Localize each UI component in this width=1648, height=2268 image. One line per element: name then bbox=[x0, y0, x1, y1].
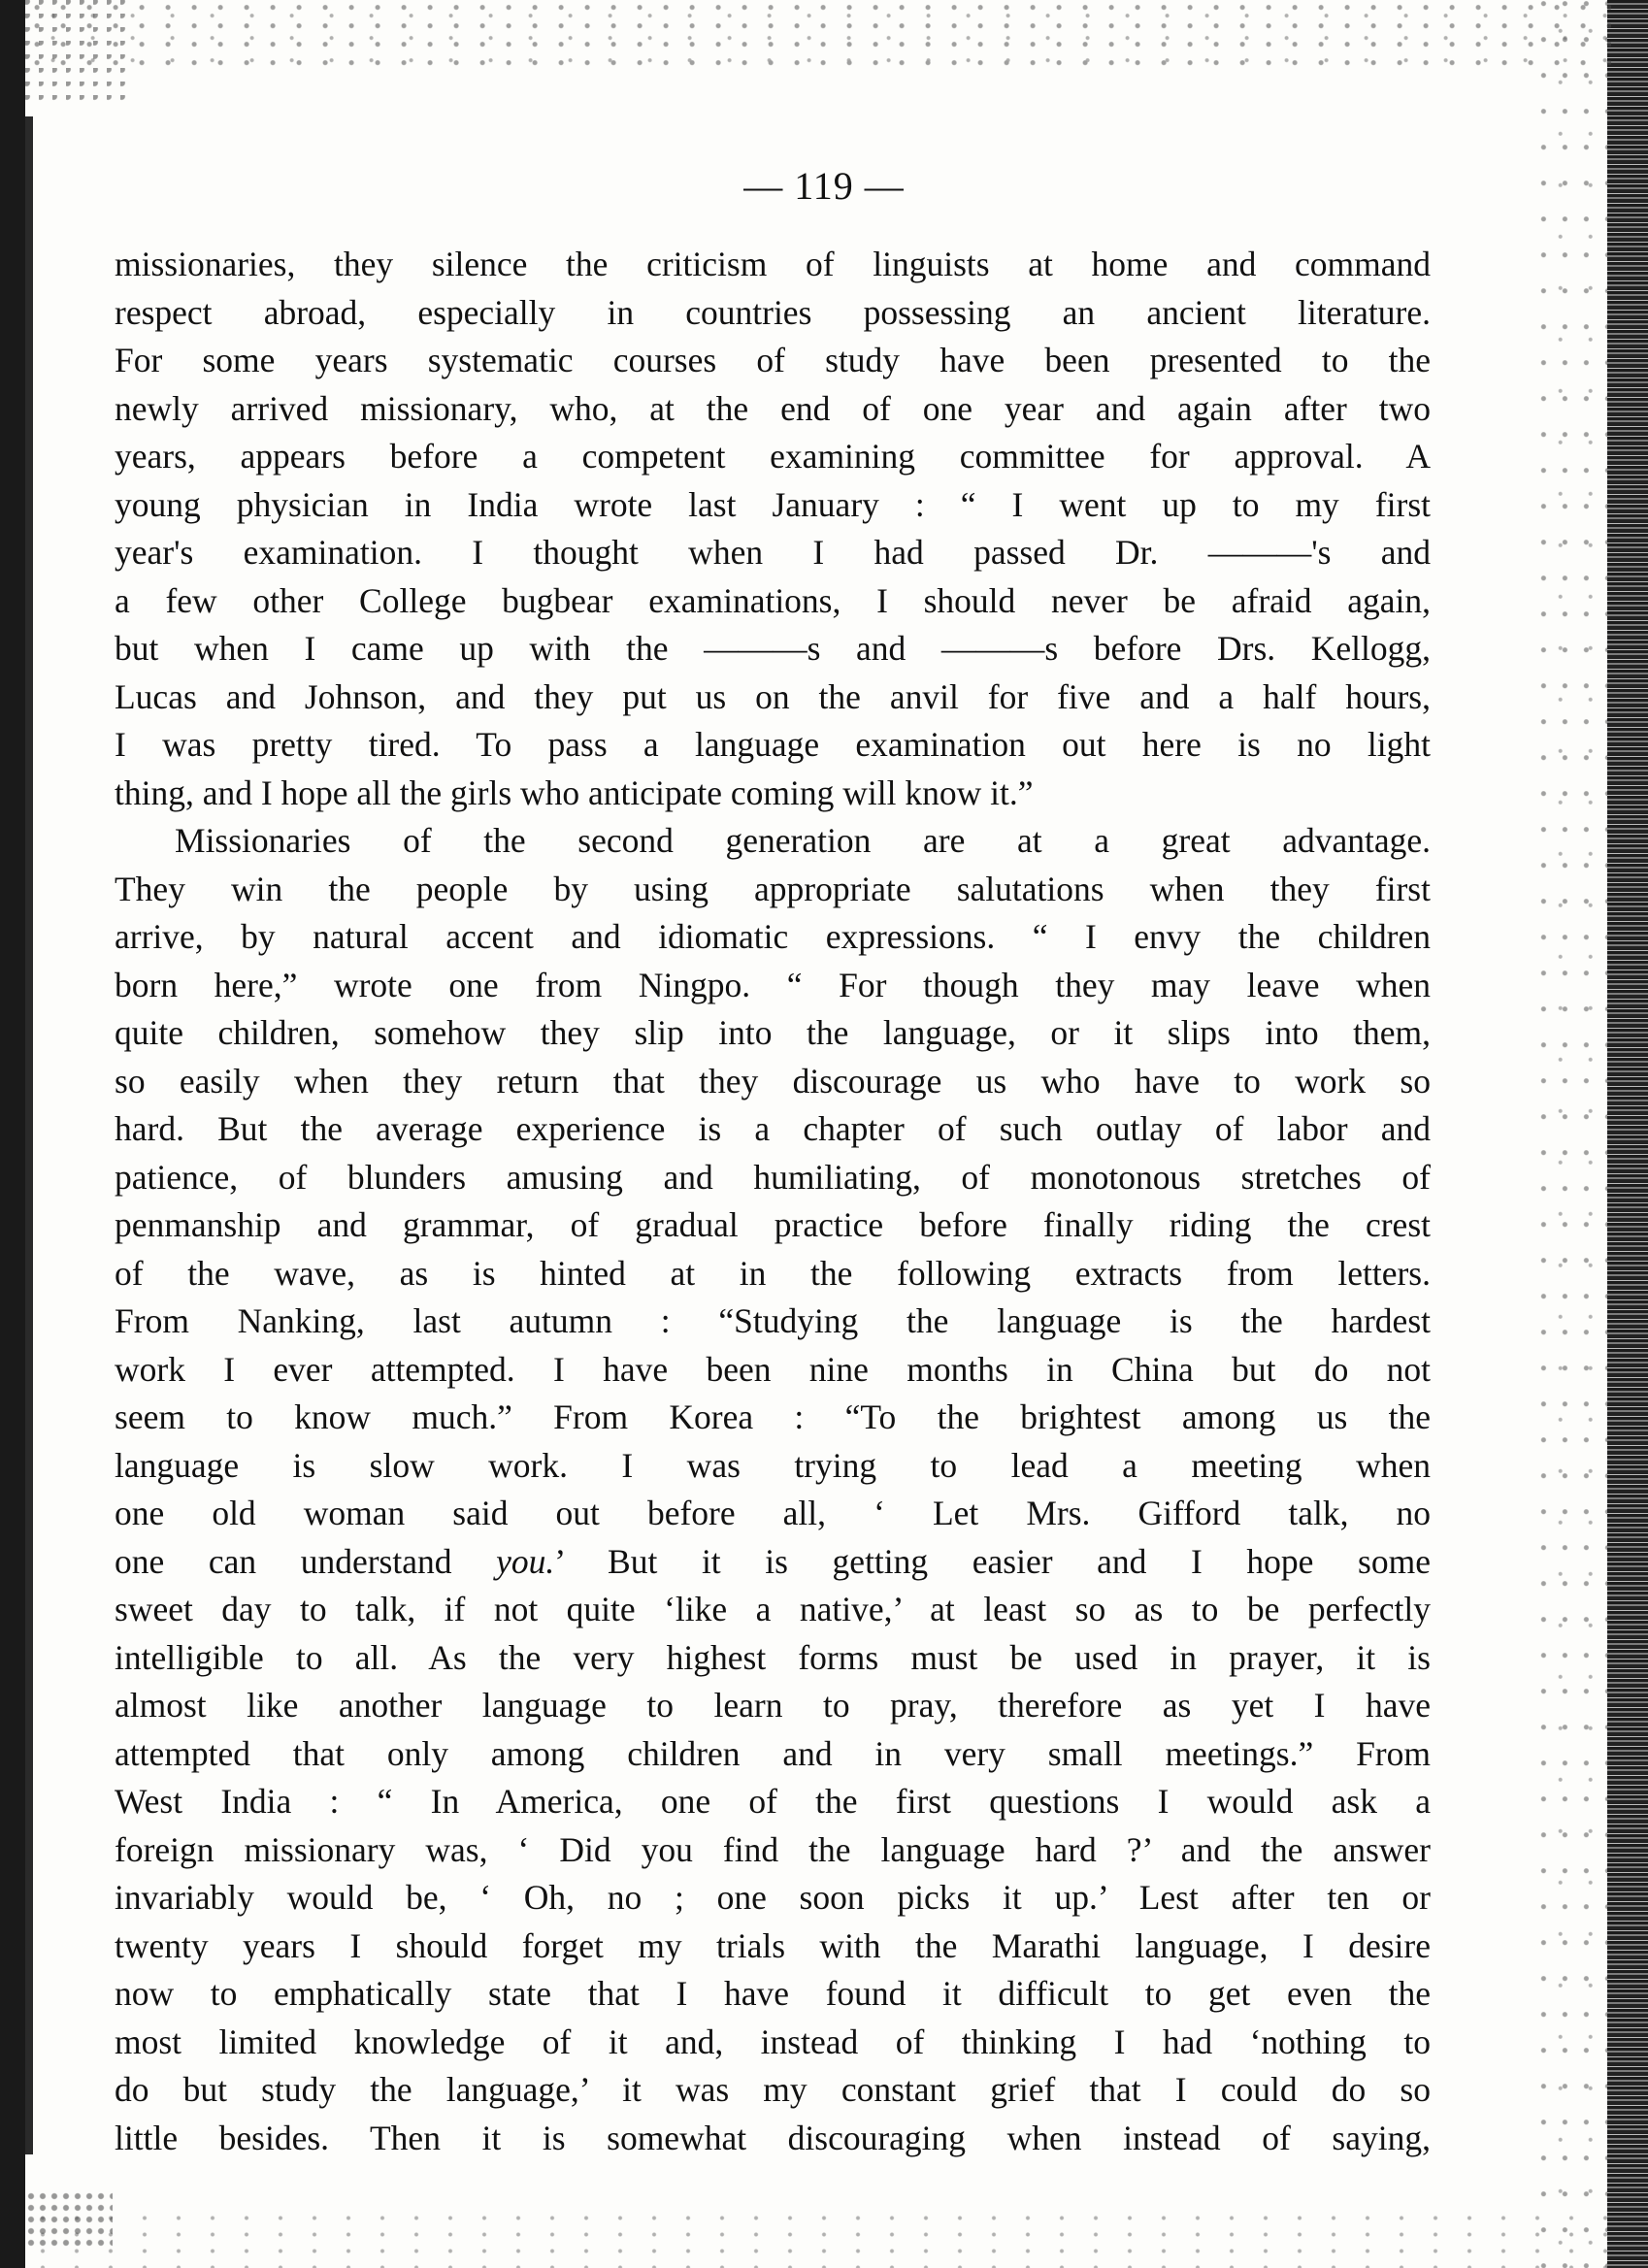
italic-word: you. bbox=[496, 1541, 555, 1581]
text-line: For some years systematic courses of study have been presented to the bbox=[115, 341, 1431, 379]
body-text bbox=[115, 241, 1431, 2162]
text-line: do but study the language,’ it was my constant grief that I could do so bbox=[115, 2070, 1431, 2109]
text-line: Lucas and Johnson, and they put us on the anvil for five and a half hours, bbox=[115, 676, 1431, 716]
text-line: arrive, by natural accent and idiomatic expressions. “ I envy the children bbox=[115, 917, 1431, 956]
text-line: most limited knowledge of it and, instead of thinking I had ‘nothing to bbox=[115, 2021, 1431, 2061]
text-line: twenty years I should forget my trials with the Marathi language, I desire bbox=[115, 1925, 1431, 1965]
text-line: foreign missionary was, ‘ Did you find the language hard ?’ and the answer bbox=[115, 1829, 1431, 1869]
bottom-scan-noise bbox=[29, 2210, 1611, 2268]
text-line: patience, of blunders amusing and humiliating, of monotonous stretches of bbox=[115, 1157, 1431, 1197]
text-line: attempted that only among children and in very small meetings.” From bbox=[115, 1733, 1431, 1773]
text-line: of the wave, as is hinted at in the following extracts from letters. bbox=[115, 1253, 1431, 1293]
text-line: invariably would be, ‘ Oh, no ; one soon picks it up.’ Lest after ten or bbox=[115, 1878, 1431, 1917]
right-binding-shadow bbox=[1607, 0, 1648, 2268]
text-line: work I ever attempted. I have been nine months in China but do not bbox=[115, 1349, 1431, 1389]
text-line: almost like another language to learn to pray, therefore as yet I have bbox=[115, 1686, 1431, 1725]
text-line: year's examination. I thought when I had passed Dr. ———'s and bbox=[115, 533, 1431, 572]
left-binding-shadow bbox=[0, 0, 25, 2268]
text-line: young physician in India wrote last January : “ I went up to my first bbox=[115, 484, 1431, 524]
text-line: seem to know much.” From Korea : “To the brightest among us the bbox=[115, 1397, 1431, 1436]
text-segment: ’ But it is getting easier and I hope some bbox=[554, 1541, 1431, 1581]
text-line: now to emphatically state that I have found it difficult to get even the bbox=[115, 1974, 1431, 2013]
text-line: born here,” wrote one from Ningpo. “ For though they may leave when bbox=[115, 965, 1431, 1004]
page-number: — 119 — bbox=[743, 164, 905, 208]
text-line: respect abroad, especially in countries possessing an ancient literature. bbox=[115, 292, 1431, 332]
left-margin-shadow bbox=[25, 116, 33, 2154]
text-line: West India : “ In America, one of the first questions I would ask a bbox=[115, 1782, 1431, 1821]
text-line-with-italic bbox=[115, 1538, 1431, 1587]
text-line: I was pretty tired. To pass a language examination out here is no light bbox=[115, 725, 1431, 764]
text-line: so easily when they return that they discourage us who have to work so bbox=[115, 1061, 1431, 1101]
bottom-left-corner-noise bbox=[25, 2190, 113, 2249]
text-line: They win the people by using appropriate salutations when they first bbox=[115, 869, 1431, 908]
text-segment: one can understand bbox=[115, 1541, 497, 1581]
text-line: quite children, somehow they slip into the language, or it slips into them, bbox=[115, 1013, 1431, 1052]
top-left-corner-noise bbox=[25, 0, 132, 107]
text-line: sweet day to talk, if not quite ‘like a native,’ at least so as to be perfectly bbox=[115, 1590, 1431, 1628]
text-line: years, appears before a competent examining committee for approval. A bbox=[115, 437, 1431, 476]
text-line: intelligible to all. As the very highest forms must be used in prayer, it is bbox=[115, 1637, 1431, 1677]
text-line: newly arrived missionary, who, at the end of one year and again after two bbox=[115, 388, 1431, 428]
text-line: From Nanking, last autumn : “Studying the language is the hardest bbox=[115, 1301, 1431, 1340]
text-line: missionaries, they silence the criticism of linguists at home and command bbox=[115, 245, 1431, 283]
right-edge-speckle bbox=[1539, 0, 1607, 2268]
paragraph-first-line: Missionaries of the second generation are at a great advantage. bbox=[175, 821, 1431, 860]
text-line: thing, and I hope all the girls who anticipate coming will know it.” bbox=[115, 772, 1034, 812]
text-line: penmanship and grammar, of gradual practice before finally riding the crest bbox=[115, 1205, 1431, 1244]
text-line: language is slow work. I was trying to lead a meeting when bbox=[115, 1445, 1431, 1485]
text-line: little besides. Then it is somewhat discouraging when instead of saying, bbox=[115, 2118, 1431, 2157]
top-scan-noise bbox=[29, 0, 1611, 68]
text-line: a few other College bugbear examinations, I should never be afraid again, bbox=[115, 580, 1431, 620]
text-line: one old woman said out before all, ‘ Let Mrs. Gifford talk, no bbox=[115, 1494, 1431, 1532]
text-line: hard. But the average experience is a chapter of such outlay of labor and bbox=[115, 1109, 1431, 1148]
text-line: but when I came up with the ———s and ———s before Drs. Kellogg, bbox=[115, 629, 1431, 668]
